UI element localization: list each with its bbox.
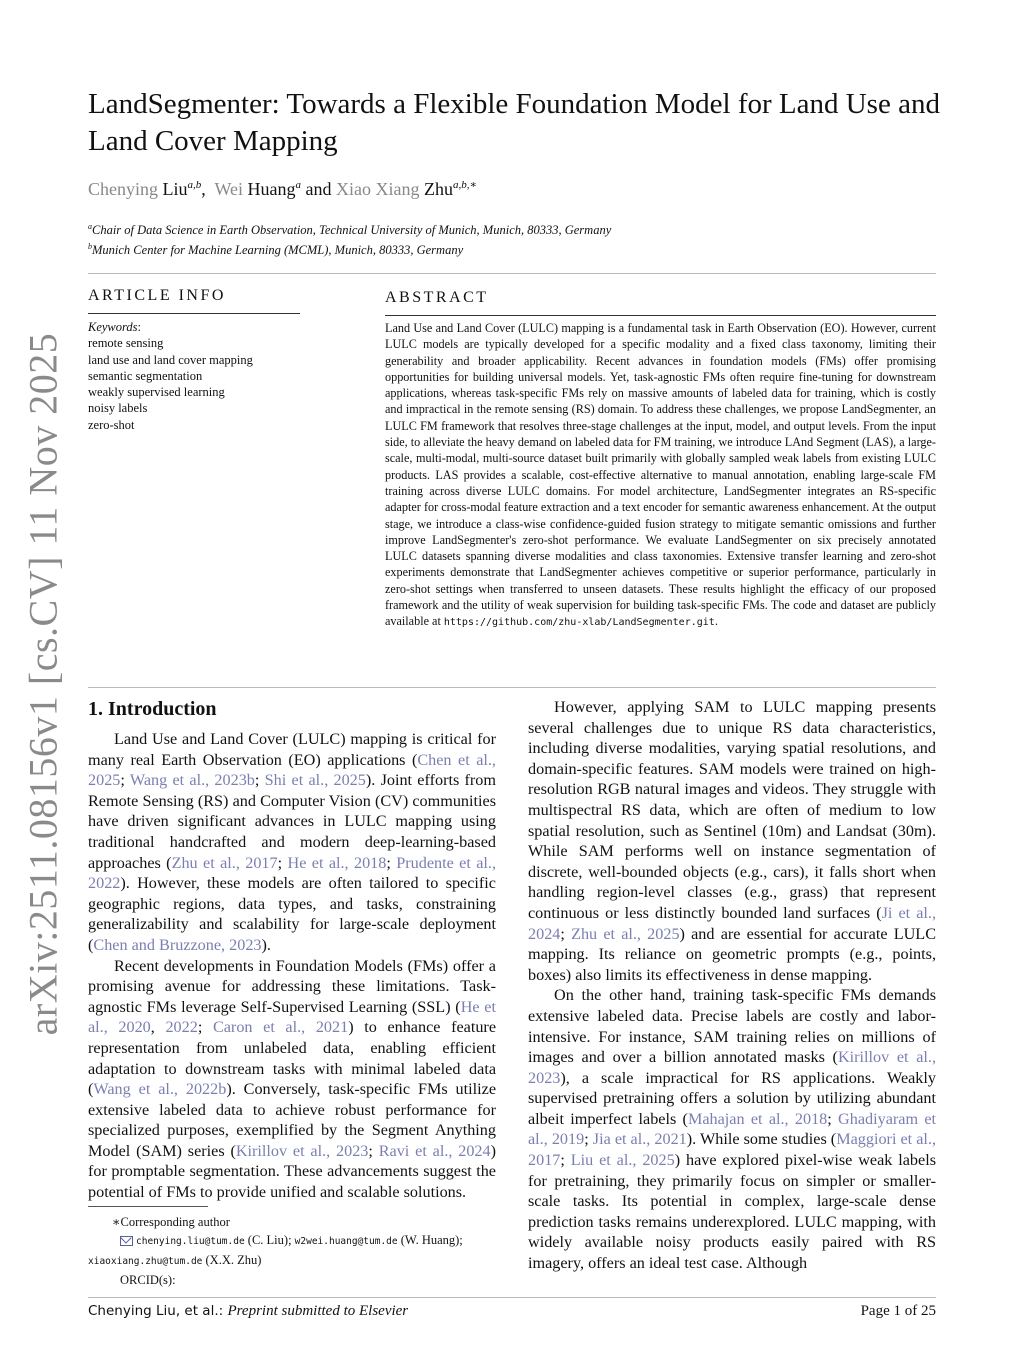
citation-link[interactable]: Caron et al., 2021: [212, 1018, 349, 1037]
citation-link[interactable]: He et al., 2018: [287, 853, 387, 872]
author-1-first: Chenying: [88, 179, 158, 199]
email-link[interactable]: chenying.liu@tum.de: [136, 1236, 245, 1247]
page-number: Page 1 of 25: [860, 1303, 936, 1319]
intro-column-right: [528, 697, 936, 1274]
citation-link[interactable]: Maggiori et al., 2017: [528, 1130, 937, 1170]
citation-link[interactable]: Wang et al., 2022b: [93, 1080, 227, 1099]
author-and: and: [305, 179, 332, 199]
abstract-end: .: [714, 614, 718, 629]
citation-link[interactable]: He et al., 2020: [88, 997, 496, 1037]
author-1-sup: a,b: [187, 179, 202, 191]
article-info-heading: ARTICLE INFO: [88, 287, 226, 304]
corresponding-author: ∗Corresponding author: [112, 1215, 230, 1229]
right-paragraph-2: On the other hand, training task-specific FMs demands extensive labeled data. Precise labels are costly and labor-intensive. For instance, SAM training relies on millions of images and over a billion annotated masks (Kirillov et al., 2023), a scale impractical for RS applications. Weakly supervised pretraining offers a solution by utilizing abundant albeit imperfect labels (Mahajan et al., 2018; Ghadiyaram et al., 2019; Jia et al., 2021). While some studies (Maggiori et al., 2017; Liu et al., 2025) have explored pixel-wise weak labels for pretraining, they primarily focus on simpler or smaller-scale tasks. Its potential in complex, large-scale dense prediction tasks remains underexplored. LULC mapping, with widely available noisy products easily paired with RS imagery, offers an ideal test case. Although: [528, 986, 937, 1273]
affiliation-a: [88, 222, 611, 238]
abstract-heading: ABSTRACT: [385, 289, 489, 306]
keyword-item: zero-shot: [88, 417, 135, 432]
author-2-last: Huang: [247, 179, 296, 199]
citation-link[interactable]: Zhu et al., 2017: [171, 853, 278, 872]
email-link[interactable]: xiaoxiang.zhu@tum.de: [88, 1256, 203, 1267]
keywords-block: Keywords: remote sensing land use and land cover mapping semantic segmentation weakly supervised learning noisy labels zero-shot: [88, 319, 308, 433]
author-3-last: Zhu: [423, 179, 453, 199]
affiliation-b: [88, 242, 463, 258]
footnote: [88, 1213, 496, 1289]
citation-link[interactable]: Shi et al., 2025: [264, 771, 366, 790]
code-url-link[interactable]: https://github.com/zhu-xlab/LandSegmenter.git: [443, 617, 715, 629]
author-3-first: Xiao Xiang: [335, 179, 420, 199]
affiliation-a-text: Chair of Data Science in Earth Observation, Technical University of Munich, Munich, 80333, Germany: [92, 223, 612, 238]
email-line-2: xiaoxiang.zhu@tum.de (X.X. Zhu): [88, 1253, 262, 1267]
keyword-item: remote sensing: [88, 336, 164, 351]
footnote-rule: [88, 1206, 208, 1207]
citation-link[interactable]: Prudente et al., 2022: [88, 853, 497, 893]
citation-link[interactable]: Chen and Bruzzone, 2023: [93, 935, 262, 954]
paper-title: LandSegmenter: Towards a Flexible Foundation Model for Land Use and Land Cover Mapping: [88, 88, 940, 157]
citation-link[interactable]: Zhu et al., 2025: [571, 924, 680, 943]
author-list: Chenying Liu$^{a,b}$, Wei Huang$^a$ and Xiao Xiang Zhu$^{a,b,∗}$: [88, 179, 477, 199]
footer-divider: [88, 1297, 936, 1298]
citation-link[interactable]: Chen et al., 2025: [88, 750, 496, 790]
keyword-item: noisy labels: [88, 401, 148, 416]
affiliation-a-mark: a: [88, 222, 92, 231]
keyword-item: weakly supervised learning: [88, 385, 225, 400]
article-info-rule: [88, 313, 300, 314]
intro-paragraph-1: Land Use and Land Cover (LULC) mapping is critical for many real Earth Observation (EO) applications (Chen et al., 2025; Wang et al., 2023b; Shi et al., 2025). Joint efforts from Remote Sensing (RS) and Computer Vision (CV) communities have driven significant advances in LULC mapping using traditional handcrafted and modern deep-learning-based approaches (Zhu et al., 2017; He et al., 2018; Prudente et al., 2022). However, these models are often tailored to specific geographic regions, data types, and tasks, constraining generalizability and scalability for large-scale deployment (Chen and Bruzzone, 2023).: [88, 730, 497, 954]
citation-link[interactable]: Kirillov et al., 2023: [528, 1048, 936, 1087]
email-icon: [120, 1236, 133, 1246]
author-3-sup: a,b,∗: [452, 179, 477, 191]
right-paragraph-1: However, applying SAM to LULC mapping presents several challenges due to unique RS data characteristics, including diverse modalities, varying spatial resolutions, and domain-specific features. SAM models were trained on high-resolution RGB natural images and videos. They struggle with multispectral RS data, which are often of medium to low spatial resolution, such as Sentinel (10m) and Landsat (30m). While SAM performs well on instance segmentation of discrete, well-bounded objects (e.g., cars), it falls short when handling region-level classes (e.g., grass) that represent continuous or less distinctly bounded land surfaces (Ji et al., 2024; Zhu et al., 2025) and are essential for accurate LULC mapping. Its reliance on geometric prompts (e.g., points, boxes) also limits its effectiveness in dense mapping.: [528, 698, 936, 984]
footer-author: Chenying Liu, et al.:: [88, 1303, 228, 1319]
author-2-first: Wei: [214, 179, 243, 199]
citation-link[interactable]: Mahajan et al., 2018: [687, 1109, 828, 1128]
keywords-label: Keywords: [88, 320, 138, 334]
intro-column-left: [88, 729, 496, 1203]
citation-link[interactable]: Liu et al., 2025: [570, 1151, 675, 1170]
citation-link[interactable]: Ji et al., 2024: [528, 903, 936, 943]
abstract-body: [385, 320, 936, 632]
affiliation-b-text: Munich Center for Machine Learning (MCML), Munich, 80333, Germany: [92, 243, 464, 258]
citation-link[interactable]: Wang et al., 2023b: [129, 771, 255, 790]
abstract-rule: [385, 315, 936, 316]
header-divider: [88, 273, 936, 274]
footer-left: [88, 1303, 408, 1320]
citation-link[interactable]: Kirillov et al., 2023: [235, 1141, 369, 1160]
arxiv-side-stamp: [16, 332, 70, 1036]
keyword-item: semantic segmentation: [88, 368, 203, 383]
footer-status: Preprint submitted to Elsevier: [227, 1303, 409, 1319]
citation-link[interactable]: 2022: [165, 1018, 198, 1037]
affiliation-b-mark: b: [88, 242, 92, 251]
abstract-divider: [88, 687, 936, 688]
email-line-1: chenying.liu@tum.de (C. Liu); w2wei.huang@tum.de (W. Huang);: [88, 1231, 496, 1251]
email-link[interactable]: w2wei.huang@tum.de: [294, 1236, 398, 1247]
intro-paragraph-2: Recent developments in Foundation Models (FMs) offer a promising avenue for addressing these limitations. Task-agnostic FMs leverage Self-Supervised Learning (SSL) (He et al., 2020, 2022; Caron et al., 2021) to enhance feature representation from unlabeled data, enabling efficient adaptation to downstream tasks with minimal labeled data (Wang et al., 2022b). Conversely, task-specific FMs utilize extensive labeled data to achieve robust performance for specialized purposes, exemplified by the Segment Anything Model (SAM) series (Kirillov et al., 2023; Ravi et al., 2024) for promptable segmentation. These advancements suggest the potential of FMs to provide unified and scalable solutions.: [88, 956, 497, 1202]
section-heading-introduction: 1. Introduction: [88, 698, 217, 720]
arxiv-id: arXiv:2511.08156v1 [cs.CV] 11 Nov 2025: [20, 332, 66, 1036]
citation-link[interactable]: Ravi et al., 2024: [378, 1141, 491, 1160]
citation-link[interactable]: Ghadiyaram et al., 2019: [528, 1109, 937, 1149]
abstract-text: Land Use and Land Cover (LULC) mapping is a fundamental task in Earth Observation (EO). However, current LULC models are typically developed for a specific modality and a fixed class taxonomy, limiting their generability and broader applicability. Recent advances in foundation models (FMs) offer promising opportunities for building universal models. Yet, task-agnostic FMs often require fine-tuning for downstream applications, whereas task-specific FMs rely on massive amounts of labeled data for training, which is costly and impractical in the remote sensing (RS) domain. To address these challenges, we propose LandSegmenter, an LULC FM framework that resolves three-stage challenges at the input, model, and output levels. From the input side, to alleviate the heavy demand on labeled data for FM training, we introduce LAnd Segment (LAS), a large-scale, multi-modal, multi-source dataset built primarily with globally sampled weak labels from existing LULC products. LAS provides a scalable, cost-effective alternative to manual annotation, enabling large-scale FM training across diverse LULC domains. For model architecture, LandSegmenter integrates an RS-specific adapter for cross-modal feature extraction and a text encoder for semantic awareness enhancement. At the output stage, we introduce a class-wise confidence-guided fusion strategy to mitigate semantic omissions and further improve LandSegmenter's zero-shot performance. We evaluate LandSegmenter on six precisely annotated LULC datasets spanning diverse modalities and class taxonomies. Extensive transfer learning and zero-shot experiments demonstrate that LandSegmenter achieves competitive or superior performance, particularly in zero-shot settings when transferred to unseen datasets. These results highlight the efficacy of our proposed framework and the utility of weak supervision for building task-specific FMs. The code and dataset are publicly available at: [385, 321, 936, 629]
author-1-last: Liu: [162, 179, 188, 199]
orcid-label: ORCID(s):: [120, 1273, 176, 1287]
citation-link[interactable]: Jia et al., 2021: [592, 1130, 687, 1149]
keyword-item: land use and land cover mapping: [88, 352, 253, 367]
author-2-sup: a: [295, 179, 301, 191]
